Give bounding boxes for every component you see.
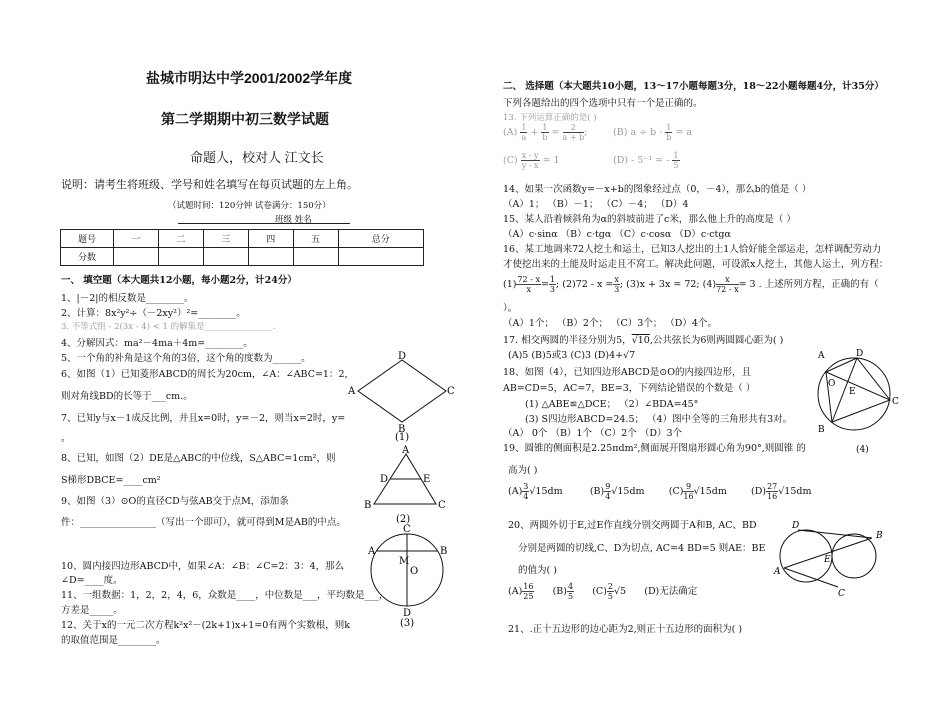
q20-opt: (D)无法确定	[644, 586, 698, 597]
q19-frac: 4	[605, 492, 611, 501]
question-9-cont: 件：________________（写出一个即可），就可得到M是AB的中点。	[61, 517, 346, 528]
score-table	[60, 229, 424, 266]
q13-b-eq: = a	[675, 127, 693, 138]
fig2-caption: (2)	[396, 514, 411, 525]
q20-frac: 5	[607, 592, 613, 601]
tangent-bd	[798, 530, 872, 538]
score-row-label: 分数	[61, 248, 114, 266]
q17-root: √10	[631, 335, 650, 346]
question-16-equations: (1) $\frac{72 - x}{x}$ = $\frac{1}{3}$ ; (2)72 - x = $\frac{x}{3}$ ; (3)x + 3x = 72; (4) $\frac{x}{72 - x}$ = 3 . 上述所列方程，正确的有（	[503, 275, 879, 294]
q16-frac: x	[716, 275, 738, 285]
q19-frac: 16	[683, 492, 694, 501]
q19-frac: 9	[683, 482, 693, 492]
exam-school-title: 盐城市明达中学2001/2002学年度	[146, 70, 353, 86]
question-11: 11、一组数据：1，2，2，4，6，众数是____，中位数是___，平均数是___，	[61, 590, 389, 601]
q19-unit: dm	[547, 486, 563, 497]
q13-a-label: (A)	[503, 127, 518, 138]
fig5-label-e: E	[824, 555, 831, 565]
fig4-label-a: A	[818, 351, 825, 361]
question-16-cont: 才使挖出来的土能及时运走且不窝工。解决此问题，可设派x人挖土，其他人运土，列方程：	[503, 259, 889, 270]
q13-d-frac: 5	[673, 161, 679, 170]
q13-option-b	[613, 123, 692, 142]
q13-a-frac: b	[542, 133, 548, 142]
figure-2-triangle	[360, 446, 450, 524]
q20-opt: (C)	[592, 586, 607, 597]
question-7: 7、已知y与x－1成反比例，并且x=0时，y=－2，则当x=2时，y=	[61, 413, 346, 424]
question-16-options: （A）1个； （B）2个； （C）3个； （D）4个。	[503, 318, 717, 329]
circle-right	[832, 534, 876, 578]
question-19-options	[508, 482, 812, 501]
score-table-score-row	[61, 248, 424, 266]
score-cell[interactable]	[114, 248, 159, 266]
q13-option-a: (A) $\frac{1}{a}$ + $\frac{1}{b}$ = $\frac{2}{a + b}$ ;	[503, 123, 588, 142]
fig5-label-d: D	[792, 521, 800, 531]
question-19: 19、圆锥的侧面积是2.25πdm²,侧面展开图扇形圆心角为90°,则圆锥 的	[503, 443, 806, 454]
q20-frac: 4	[568, 582, 574, 591]
q16-frac: 1	[549, 275, 556, 284]
figure-5-tangent-circles	[772, 516, 888, 599]
score-cell[interactable]	[248, 248, 293, 266]
fig3-label-c: C	[403, 524, 411, 535]
q13-a-frac: a	[521, 133, 527, 142]
score-header-cell: 一	[114, 230, 159, 248]
figure-3-circle	[362, 524, 458, 628]
q19-frac: 4	[523, 492, 529, 501]
instruction: 说明：请考生将班级、学号和姓名填写在每页试题的左上角。	[61, 179, 358, 191]
q13-d-label: (D)	[613, 155, 629, 166]
q13-b-frac: b	[666, 133, 672, 142]
score-cell[interactable]	[338, 248, 423, 266]
q13-b-text: a ÷ b ·	[630, 127, 666, 138]
q13-option-d	[613, 151, 680, 170]
question-14-options: （A）1； （B）－1； （C）－4； （D）4	[503, 199, 689, 210]
question-14: 14、如果一次函数y=－x+b的图象经过点（0，－4），那么b的值是（ ）	[503, 184, 812, 195]
fig3-label-o: O	[410, 566, 419, 577]
q17-text: ,公共弦长为6则两圆圆心距为( )	[649, 335, 784, 346]
question-20-cont2: 的值为( )	[518, 565, 557, 576]
q20-opt: (A)	[508, 586, 523, 597]
q16-frac: 72 - x	[716, 285, 739, 294]
fig1-label-d: D	[398, 351, 407, 362]
exam-info: （试题时间：120分钟 试卷满分：150分）	[168, 201, 331, 211]
question-8: 8、已知，如图（2）DE是△ABC的中位线，S△ABC=1cm²，则	[61, 453, 336, 464]
q13-option-c	[503, 151, 560, 170]
question-15: 15、某人沿着倾斜角为α的斜坡前进了c米，那么他上升的高度是（ ）	[503, 214, 796, 225]
question-17	[503, 332, 783, 346]
q19-root: √15	[693, 486, 712, 497]
question-13: 13. 下列运算正确的是( )	[503, 113, 597, 123]
q20-opt: (B)	[552, 586, 567, 597]
section2-intro: 下列各题给出的四个选项中只有一个是正确的。	[503, 98, 703, 109]
question-20-options	[508, 582, 697, 601]
fig4-label-c: C	[892, 397, 899, 407]
fig3-label-d: D	[403, 608, 412, 619]
section1-heading: 一、 填空题（本大题共12小题，每小题2分，计24分）	[61, 275, 297, 286]
question-5: 5、一个角的补角是这个角的3倍，这个角的度数为______。	[61, 353, 311, 364]
q13-a-frac: 1	[542, 123, 548, 132]
q16-frac: 72 - x	[517, 275, 540, 284]
score-header-cell: 二	[158, 230, 203, 248]
diagonal-ac	[826, 372, 890, 400]
fig4-label-o: O	[828, 379, 836, 389]
question-18: 18、如图（4），已知四边形ABCD是⊙O的内接四边形，且	[503, 367, 752, 378]
fig4-label-d: D	[856, 349, 864, 359]
score-header-cell: 五	[293, 230, 338, 248]
fig3-label-a: A	[368, 546, 376, 557]
q19-unit: dm	[711, 486, 727, 497]
fig5-label-c: C	[838, 589, 845, 599]
q13-a-frac: a + b	[562, 133, 585, 142]
fig1-caption: (1)	[395, 432, 410, 443]
score-header-cell: 三	[203, 230, 248, 248]
question-17-options: (A)5 (B)5或3 (C)3 (D)4+√7	[508, 350, 636, 361]
q19-frac: 16	[767, 492, 778, 501]
q16-frac: 3	[614, 285, 620, 294]
question-15-options: （A）c·sinα （B）c·tgα （C）c·cosα （D）c·ctgα	[503, 229, 731, 240]
question-6-cont: 则对角线BD的长等于___cm.。	[61, 391, 193, 402]
fig3-label-m: M	[399, 556, 410, 567]
fig1-label-a: A	[348, 386, 356, 397]
q16-frac: x	[614, 275, 619, 284]
question-20: 20、两圆外切于E,过E作直线分别交两圆于A和B, AC、BD	[508, 520, 757, 531]
question-4: 4、分解因式：ma²－4ma＋4m=________。	[61, 338, 253, 349]
q13-b-frac: 1	[666, 123, 672, 132]
question-19-cont: 高为( )	[508, 465, 538, 476]
fig5-label-a: A	[774, 567, 781, 577]
question-9: 9、如图（3）⊙O的直径CD与弦AB交于点M，添加条	[61, 496, 289, 507]
fig2-label-b: B	[364, 500, 372, 511]
q19-unit: dm	[629, 486, 645, 497]
q13-c-label: (C)	[503, 155, 518, 166]
q19-opt: (D)	[751, 486, 767, 497]
score-cell[interactable]	[293, 248, 338, 266]
q13-a-frac: 1	[521, 123, 527, 132]
question-20-cont: 分别是两圆的切线,C、D为切点, AC=4 BD=5 则AE：BE	[518, 543, 766, 554]
figure-1-rhombus	[346, 348, 456, 443]
q19-frac: 27	[767, 482, 778, 491]
question-7-cont: 。	[61, 433, 71, 444]
q13-b-label: (B)	[613, 127, 628, 138]
fig4-label-e: E	[849, 387, 856, 397]
q19-opt: (C)	[668, 486, 684, 497]
fig2-label-e: E	[423, 474, 431, 485]
score-cell[interactable]	[203, 248, 248, 266]
q13-a-frac: 2	[563, 123, 585, 133]
fig5-label-b: B	[876, 531, 883, 541]
class-name-line: 班级 姓名	[275, 215, 312, 225]
question-16: 16、某工地调来72人挖土和运土，已知3人挖出的土1人恰好能全部运走，怎样调配劳动力	[503, 244, 882, 255]
q13-d-text: - 5⁻¹ = -	[631, 155, 670, 166]
question-18-options: （A） 0个 （B）1个 （C）2个 （D）3个	[503, 428, 682, 439]
question-3: 3. 不等式组 - 2(3x - 4) < 1 的解集是________________.	[61, 322, 276, 332]
name-underline	[178, 223, 350, 224]
question-10: 10、圆内接四边形ABCD中，如果∠A：∠B：∠C=2：3：4，那么	[61, 561, 345, 572]
question-12: 12、关于x的一元二次方程k²x²－(2k+1)x+1=0有两个实数根，则k	[61, 620, 351, 631]
score-header-cell: 总分	[338, 230, 423, 248]
fig3-label-b: B	[440, 546, 448, 557]
fig4-label-b: B	[818, 425, 825, 435]
fig1-label-c: C	[447, 386, 455, 397]
q19-root: √15	[529, 486, 548, 497]
question-18-claim-2: (3) S四边形ABCD=24.5； （4）图中全等的三角形共有3对。	[525, 414, 793, 425]
q13-d-frac: 1	[673, 151, 679, 160]
fig3-caption: (3)	[400, 618, 415, 629]
q20-frac: 16	[523, 582, 534, 591]
question-12-cont: 的取值范围是________。	[61, 635, 166, 646]
q19-frac: 9	[605, 482, 611, 491]
question-18-cont: AB=CD=5，AC=7，BE=3，下列结论错误的个数是（ ）	[503, 383, 756, 394]
q20-frac: 5	[568, 592, 574, 601]
section2-heading: 二、 选择题（本大题共10小题，13～17小题每题3分，18～22小题每题4分，计35分）	[503, 81, 884, 92]
q16-frac: x	[526, 285, 531, 294]
q20-frac: 25	[523, 592, 534, 601]
q13-c-eq: = 1	[542, 155, 560, 166]
q16-tail: 上述所列方程，正确的有（	[764, 279, 879, 290]
question-11-cont: 方差是_____。	[61, 605, 123, 616]
authors: 命题人，校对人 江文长	[190, 150, 324, 165]
question-16-cont2: ）。	[503, 303, 518, 314]
question-6: 6、如图（1）已知菱形ABCD的周长为20cm，∠A：∠ABC=1：2，	[61, 369, 355, 380]
rhombus-shape	[358, 360, 446, 422]
score-header-cell: 题号	[61, 230, 114, 248]
q19-opt: (A)	[508, 486, 523, 497]
score-table-header-row	[61, 230, 424, 248]
figure-4-cyclic-quadrilateral	[812, 348, 898, 456]
question-2: 2、计算：8x²y²÷（－2xy²）²=________。	[61, 308, 246, 319]
score-header-cell: 四	[248, 230, 293, 248]
q20-frac: 2	[607, 582, 613, 591]
fig2-label-c: C	[438, 500, 446, 511]
fig2-label-a: A	[402, 445, 410, 456]
q19-frac: 3	[523, 482, 529, 491]
q17-text: 17. 相交两圆的半径分别为5，	[503, 335, 632, 346]
q19-root: √15	[611, 486, 630, 497]
question-1: 1、|－2|的相反数是________。	[61, 293, 194, 304]
q20-root: √5	[614, 586, 627, 597]
q19-root: √15	[778, 486, 797, 497]
fig2-label-d: D	[380, 474, 389, 485]
q13-c-frac: x - y	[521, 151, 539, 160]
fig1-label-b: B	[398, 424, 406, 435]
exam-title: 第二学期期中初三数学试题	[161, 111, 329, 127]
question-18-claim-1: (1) △ABE≌△DCE； （2）∠BDA=45°	[525, 399, 699, 410]
fig4-caption: (4)	[856, 445, 869, 455]
question-10-cont: ∠D=____度。	[61, 575, 123, 586]
question-8-cont: S梯形DBCE=____cm²	[61, 475, 161, 486]
q19-unit: dm	[796, 486, 812, 497]
question-21: 21、.正十五边形的边心距为2,则正十五边形的面积为( )	[508, 624, 743, 635]
q16-frac: 3	[549, 285, 556, 294]
score-cell[interactable]	[158, 248, 203, 266]
q13-c-frac: y - x	[521, 161, 539, 170]
q19-opt: (B)	[589, 486, 605, 497]
